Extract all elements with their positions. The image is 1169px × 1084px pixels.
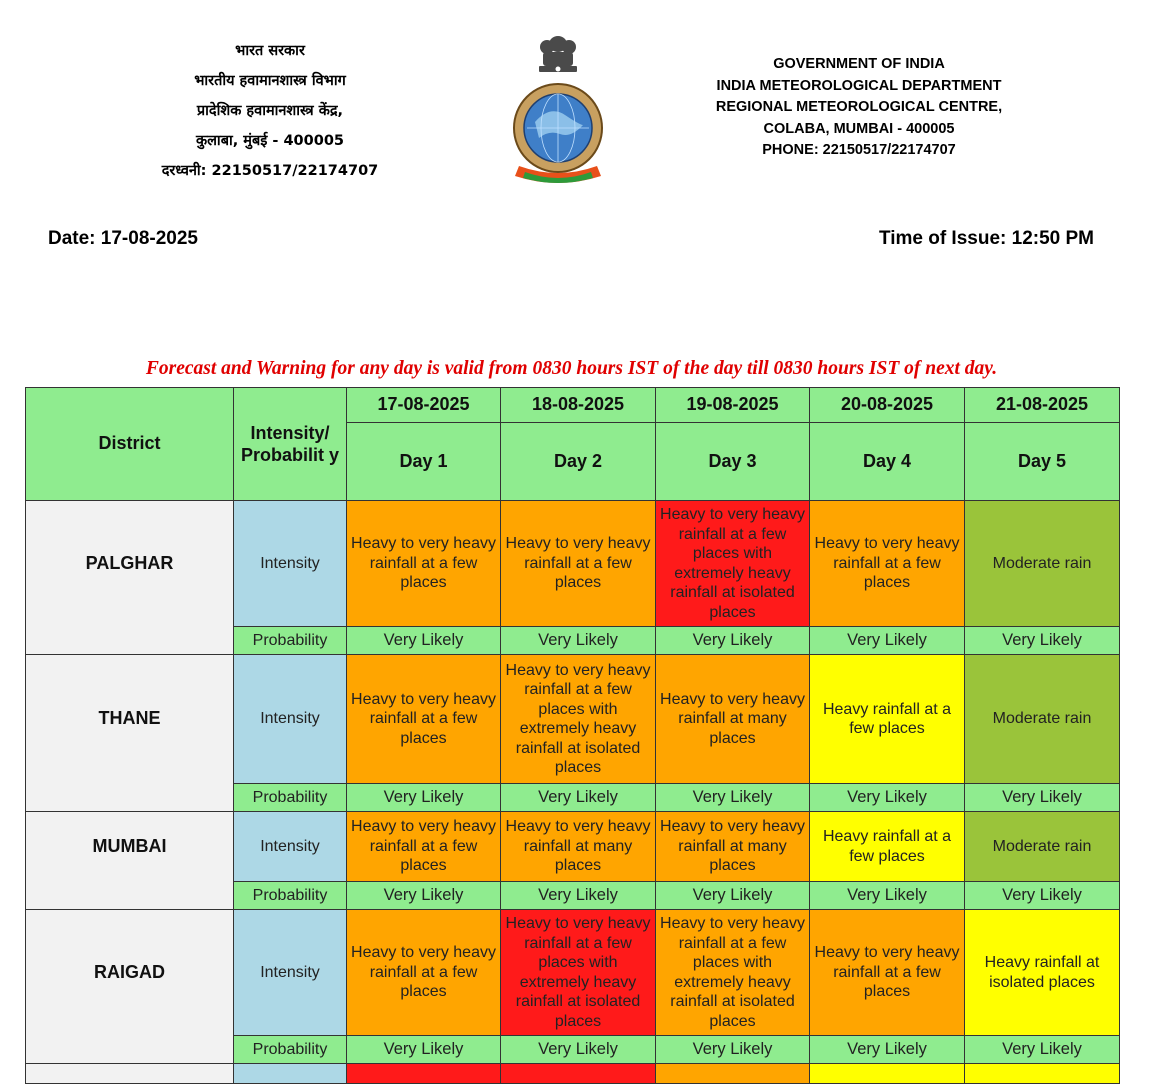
- district-name: RAIGAD: [26, 910, 234, 1064]
- probability-cell: Very Likely: [501, 882, 656, 910]
- probability-label: Probability: [234, 1036, 347, 1064]
- intensity-cell: Heavy to very heavy rainfall at a few places with extremely heavy rainfall at isolated places: [656, 910, 810, 1036]
- time-of-issue: Time of Issue: 12:50 PM: [878, 228, 1094, 249]
- intensity-cell: Heavy to very heavy rainfall at many places: [656, 812, 810, 882]
- probability-cell: Very Likely: [965, 627, 1120, 655]
- probability-cell: Very Likely: [965, 1036, 1120, 1064]
- probability-cell: Very Likely: [656, 882, 810, 910]
- probability-cell: Very Likely: [347, 627, 501, 655]
- intensity-cell: Heavy rainfall at isolated places: [965, 910, 1120, 1036]
- issue-date: Date: 17-08-2025: [48, 228, 198, 249]
- date-header: 17-08-2025: [347, 388, 501, 423]
- english-line: GOVERNMENT OF INDIA: [773, 56, 945, 72]
- forecast-table: [25, 387, 1120, 1084]
- probability-cell: Very Likely: [656, 784, 810, 812]
- day-header: Day 1: [347, 423, 501, 501]
- hindi-line: भारत सरकार: [235, 43, 305, 59]
- english-address-block: [700, 54, 1018, 162]
- intensity-label: [234, 1064, 347, 1084]
- probability-cell: Very Likely: [810, 1036, 965, 1064]
- english-line: INDIA METEOROLOGICAL DEPARTMENT: [716, 77, 1002, 94]
- intensity-cell: Heavy to very heavy rainfall at a few places: [347, 910, 501, 1036]
- date-header: 19-08-2025: [656, 388, 810, 423]
- probability-cell: Very Likely: [347, 784, 501, 812]
- probability-cell: Very Likely: [501, 627, 656, 655]
- imd-emblem-icon: [505, 30, 611, 188]
- probability-cell: Very Likely: [501, 784, 656, 812]
- intensity-cell: Heavy to very heavy rainfall at a few places: [501, 501, 656, 627]
- probability-cell: Very Likely: [347, 1036, 501, 1064]
- intensity-cell: [347, 1064, 501, 1084]
- intensity-cell: [810, 1064, 965, 1084]
- date-header: 20-08-2025: [810, 388, 965, 423]
- day-header: Day 5: [965, 423, 1120, 501]
- intensity-cell: Moderate rain: [965, 655, 1120, 784]
- intensity-label: Intensity: [234, 910, 347, 1036]
- probability-cell: Very Likely: [810, 627, 965, 655]
- district-header: District: [26, 388, 234, 501]
- district-name: [26, 1064, 234, 1084]
- intensity-cell: Heavy to very heavy rainfall at a few places: [347, 501, 501, 627]
- intensity-row: [26, 812, 1120, 882]
- intensity-cell: Heavy to very heavy rainfall at a few places with extremely heavy rainfall at isolated places: [501, 910, 656, 1036]
- english-line: REGIONAL METEOROLOGICAL CENTRE,: [715, 99, 1003, 115]
- intensity-probability-header: Intensity/ Probabilit y: [234, 388, 347, 501]
- probability-label: Probability: [234, 784, 347, 812]
- intensity-cell: [656, 1064, 810, 1084]
- hindi-line: भारतीय हवामानशास्त्र विभाग: [194, 73, 346, 89]
- intensity-cell: Heavy rainfall at a few places: [810, 812, 965, 882]
- intensity-row: [26, 501, 1120, 627]
- intensity-cell: [501, 1064, 656, 1084]
- intensity-label: Intensity: [234, 812, 347, 882]
- validity-note: Forecast and Warning for any day is valid from 0830 hours IST of the day till 0830 hours IST of next day.: [145, 358, 998, 379]
- date-header: 18-08-2025: [501, 388, 656, 423]
- probability-cell: Very Likely: [810, 882, 965, 910]
- intensity-row: [26, 1064, 1120, 1084]
- intensity-cell: Heavy to very heavy rainfall at a few places: [810, 501, 965, 627]
- probability-cell: Very Likely: [656, 627, 810, 655]
- district-name: PALGHAR: [26, 501, 234, 655]
- english-line: PHONE: 22150517/22174707: [762, 142, 956, 158]
- district-name: MUMBAI: [26, 812, 234, 910]
- intensity-cell: Heavy rainfall at a few places: [810, 655, 965, 784]
- intensity-row: [26, 910, 1120, 1036]
- intensity-cell: Heavy to very heavy rainfall at many places: [501, 812, 656, 882]
- intensity-cell: Heavy to very heavy rainfall at a few places: [347, 812, 501, 882]
- intensity-cell: Heavy to very heavy rainfall at a few places with extremely heavy rainfall at isolated places: [501, 655, 656, 784]
- intensity-cell: Heavy to very heavy rainfall at a few places with extremely heavy rainfall at isolated places: [656, 501, 810, 627]
- intensity-cell: Moderate rain: [965, 812, 1120, 882]
- intensity-cell: Heavy to very heavy rainfall at a few places: [810, 910, 965, 1036]
- intensity-cell: Heavy to very heavy rainfall at many places: [656, 655, 810, 784]
- probability-label: Probability: [234, 882, 347, 910]
- day-header: Day 4: [810, 423, 965, 501]
- probability-cell: Very Likely: [965, 784, 1120, 812]
- probability-cell: Very Likely: [656, 1036, 810, 1064]
- date-header: 21-08-2025: [965, 388, 1120, 423]
- probability-cell: Very Likely: [501, 1036, 656, 1064]
- intensity-cell: Heavy to very heavy rainfall at a few places: [347, 655, 501, 784]
- english-line: COLABA, MUMBAI - 400005: [763, 120, 955, 137]
- intensity-label: Intensity: [234, 655, 347, 784]
- probability-label: Probability: [234, 627, 347, 655]
- hindi-line: दरध्वनी: 22150517/22174707: [161, 163, 379, 179]
- intensity-label: Intensity: [234, 501, 347, 627]
- probability-cell: Very Likely: [810, 784, 965, 812]
- hindi-line: प्रादेशिक हवामानशास्त्र केंद्र,: [196, 103, 344, 119]
- probability-cell: Very Likely: [965, 882, 1120, 910]
- day-header: Day 3: [656, 423, 810, 501]
- district-name: THANE: [26, 655, 234, 812]
- probability-cell: Very Likely: [347, 882, 501, 910]
- day-header: Day 2: [501, 423, 656, 501]
- intensity-cell: Moderate rain: [965, 501, 1120, 627]
- intensity-cell: [965, 1064, 1120, 1084]
- hindi-line: कुलाबा, मुंबई - 400005: [195, 133, 345, 149]
- intensity-row: [26, 655, 1120, 784]
- hindi-address-block: [140, 36, 400, 186]
